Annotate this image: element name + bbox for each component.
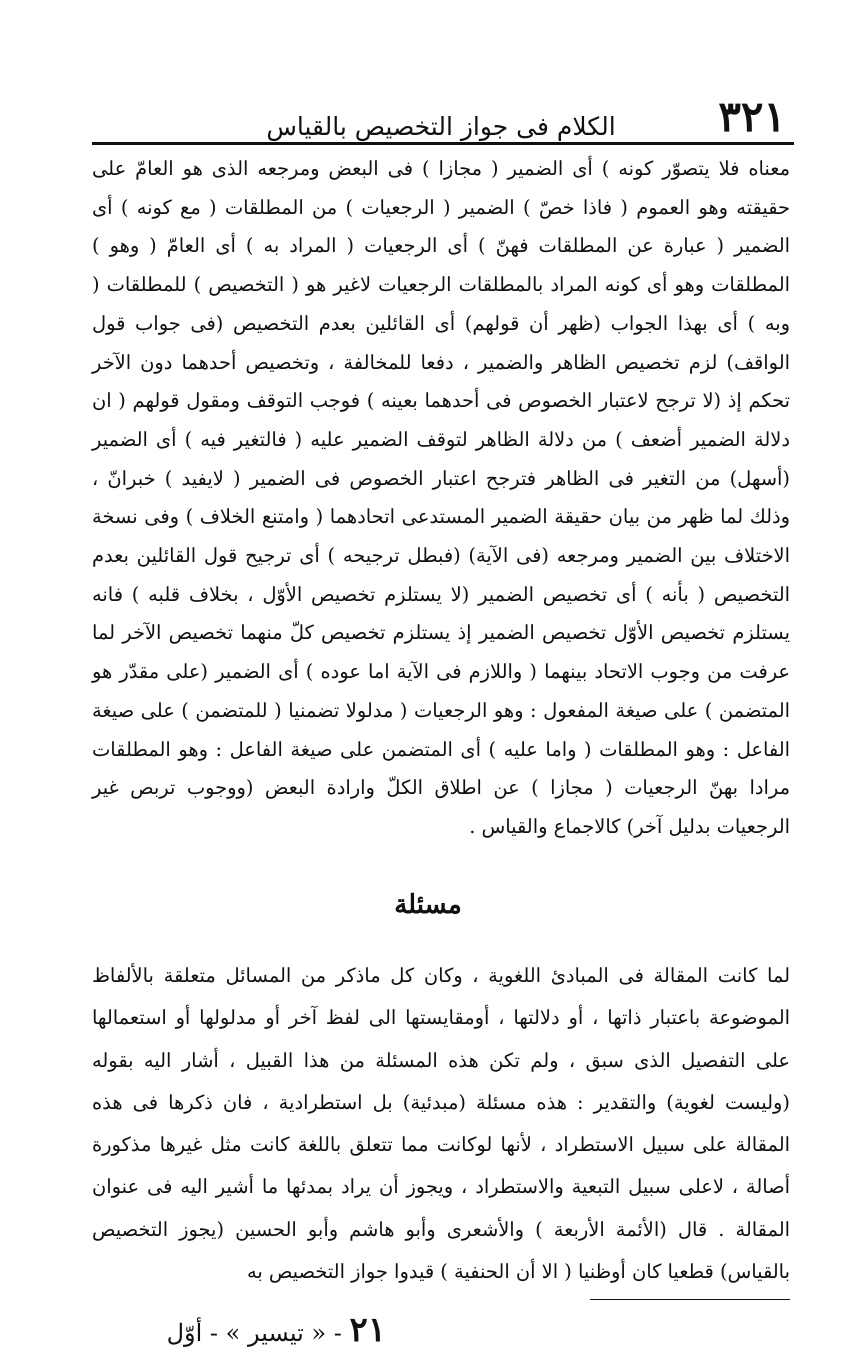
paragraph: معناه فلا يتصوّر كونه ) أى الضمير ( مجازا ) فى البعض ومرجعه الذى هو العامّ على حقيقته وهو العموم ( فاذا خصّ ) الضمير ( الرجعيات ) من المطلقات ( مع كونه ) أى الضمير ( عبارة عن المطلقات فهنّ ) أى الرجعيات ( المراد به ) أى العامّ ( وهو ) المطلقات وهو أى كونه المراد بالمطلقات الرجعيات لاغير هو ( التخصيص ) للمطلقات ( وبه ) أى بهذا الجواب (ظهر أن قولهم) أى القائلين بعدم التخصيص (فى جواب قول الواقف) لزم تخصيص الظاهر والضمير ، دفعا للمخالفة ، وتخصيص أحدهما دون الآخر تحكم إذ (لا ترجح لاعتبار الخصوص فى أحدهما بعينه ) فوجب التوقف ومقول قولهم ( ان دلالة الضمير أضعف ) من دلالة الظاهر لتوقف الضمير عليه ( فالتغير فيه ) أى الضمير (أسهل) من التغير فى الظاهر فترجح اعتبار الخصوص فى الضمير ( لايفيد ) خبرانّ ، وذلك لما ظهر من بيان حقيقة الضمير المستدعى اتحادهما ( وامتنع الخلاف ) وفى نسخة الاختلاف بين الضمير ومرجعه (فى الآية) (فبطل ترجيحه ) أى ترجيح قول القائلين بعدم التخصيص ( بأنه ) أى تخصيص الضمير (لا يستلزم تخصيص الأوّل ، بخلاف قلبه ) فانه يستلزم تخصيص الأوّل تخصيص الضمير إذ يستلزم تخصيص كلّ منهما تخصيص الآخر لما عرفت من وجوب الاتحاد بينهما ( واللازم فى الآية اما عوده ) أى الضمير (على مقدّر هو المتضمن ) على صيغة المفعول : وهو الرجعيات ( مدلولا تضمنيا ( للمتضمن ) على صيغة الفاعل : وهو المطلقات ( واما عليه ) أى المتضمن على صيغة الفاعل : وهو المطلقات مرادا بهنّ الرجعيات ( مجازا ) عن اطلاق الكلّ وارادة البعض (ووجوب تربص غير الرجعيات بدليل آخر) كالاجماع والقياس . — [92, 157, 790, 838]
commentary-text-upper — [92, 150, 790, 847]
footer-rule — [590, 1299, 790, 1300]
signature-line — [100, 1303, 386, 1357]
commentary-text-lower — [92, 955, 790, 1293]
running-title: الكلام فى جواز التخصيص بالقياس — [266, 111, 616, 141]
page-number: ٣٢١ — [718, 92, 786, 141]
section-title: مسئلة — [394, 890, 462, 920]
header-rule — [92, 142, 794, 145]
signature-number: ٢١ — [349, 1310, 386, 1350]
signature-text: - « تيسير » - أوّل — [166, 1319, 342, 1347]
page-header — [96, 92, 786, 141]
paragraph: لما كانت المقالة فى المبادئ اللغوية ، وكان كل ماذكر من المسائل متعلقة بالألفاظ الموضوعة باعتبار ذاتها ، أو دلالتها ، أومقايستها الى لفظ آخر أو مدلولها أو استعمالها على التفصيل الذى سبق ، ولم تكن هذه المسئلة من هذا القبيل ، أشار اليه بقوله (وليست لغوية) والتقدير : هذه مسئلة (مبدئية) بل استطرادية ، فان ذكرها فى هذه المقالة على سبيل الاستطراد ، لأنها لوكانت مما تتعلق باللغة كانت مثل غيرها مذكورة أصالة ، لاعلى سبيل التبعية والاستطراد ، ويجوز أن يراد بمدئها ما أشير اليه فى عنوان المقالة . قال (الأئمة الأربعة ) والأشعرى وأبو هاشم وأبو الحسين (يجوز التخصيص بالقياس) قطعيا كان أوظنيا ( الا أن الحنفية ) قيدوا جواز التخصيص به — [92, 964, 790, 1284]
